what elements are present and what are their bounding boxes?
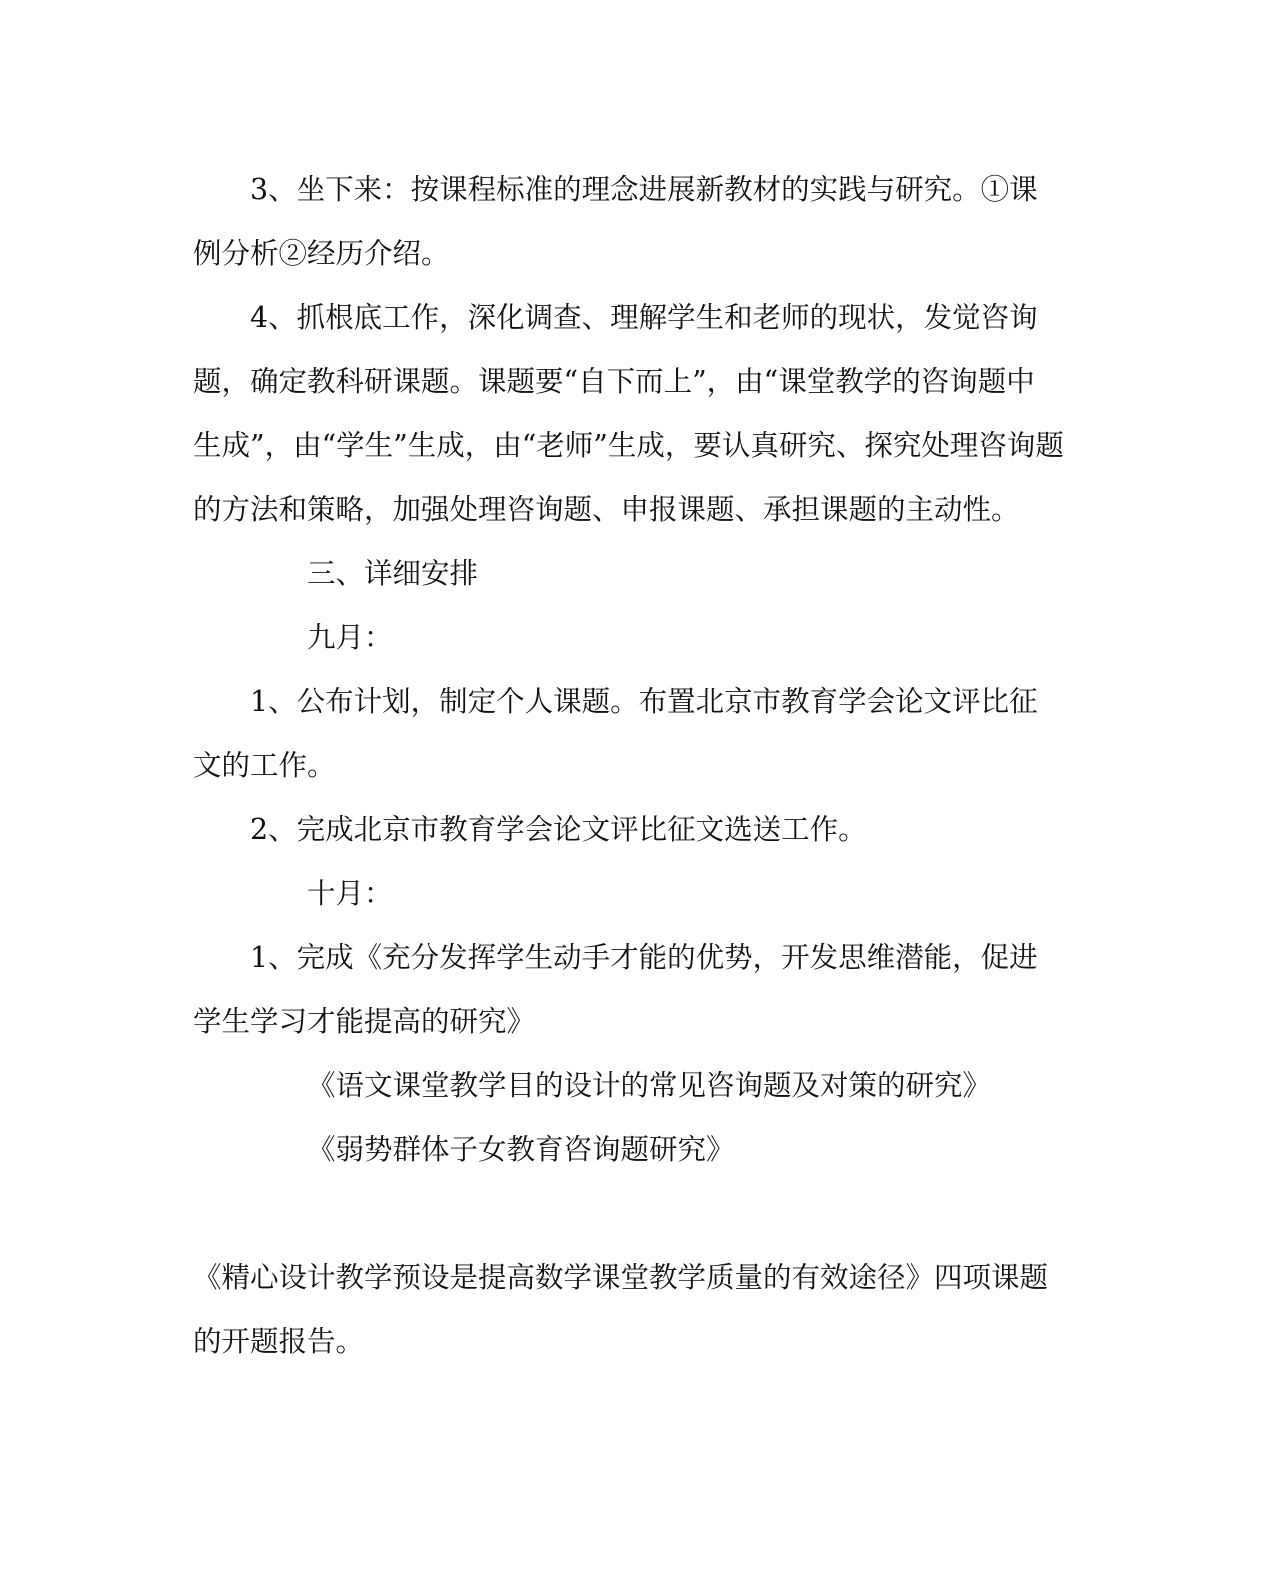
month-heading-october: 十月： xyxy=(307,877,393,910)
paragraph-4-line-3: 生成”，由“学生”生成，由“老师”生成，要认真研究、探究处理咨询题 xyxy=(193,429,1064,462)
paragraph-4-line-2: 题，确定教科研课题。课题要“自下而上”，由“课堂教学的咨询题中 xyxy=(193,365,1035,398)
month-heading-september: 九月： xyxy=(307,621,393,654)
section-heading-detailed-arrangement: 三、详细安排 xyxy=(307,557,479,590)
october-project-title-3-line-1: 《精心设计教学预设是提高数学课堂教学质量的有效途径》四项课题 xyxy=(193,1261,1049,1294)
october-item-1-line-2: 学生学习才能提高的研究》 xyxy=(193,1005,536,1038)
september-item-1-line-2: 文的工作。 xyxy=(193,749,336,782)
october-project-title-3-line-2: 的开题报告。 xyxy=(193,1325,365,1358)
paragraph-3-line-2: 例分析②经历介绍。 xyxy=(193,237,450,270)
paragraph-4-line-4: 的方法和策略，加强处理咨询题、申报课题、承担课题的主动性。 xyxy=(193,493,1020,526)
october-project-title-1: 《语文课堂教学目的设计的常见咨询题及对策的研究》 xyxy=(307,1069,992,1102)
september-item-1-line-1: 1、公布计划，制定个人课题。布置北京市教育学会论文评比征 xyxy=(250,685,1038,718)
paragraph-3-line-1: 3、坐下来：按课程标准的理念进展新教材的实践与研究。①课 xyxy=(250,173,1038,206)
paragraph-4-line-1: 4、抓根底工作，深化调查、理解学生和老师的现状，发觉咨询 xyxy=(250,301,1038,334)
october-item-1-line-1: 1、完成《充分发挥学生动手才能的优势，开发思维潜能，促进 xyxy=(250,941,1038,974)
october-project-title-2: 《弱势群体子女教育咨询题研究》 xyxy=(307,1133,735,1166)
september-item-2: 2、完成北京市教育学会论文评比征文选送工作。 xyxy=(250,813,867,846)
